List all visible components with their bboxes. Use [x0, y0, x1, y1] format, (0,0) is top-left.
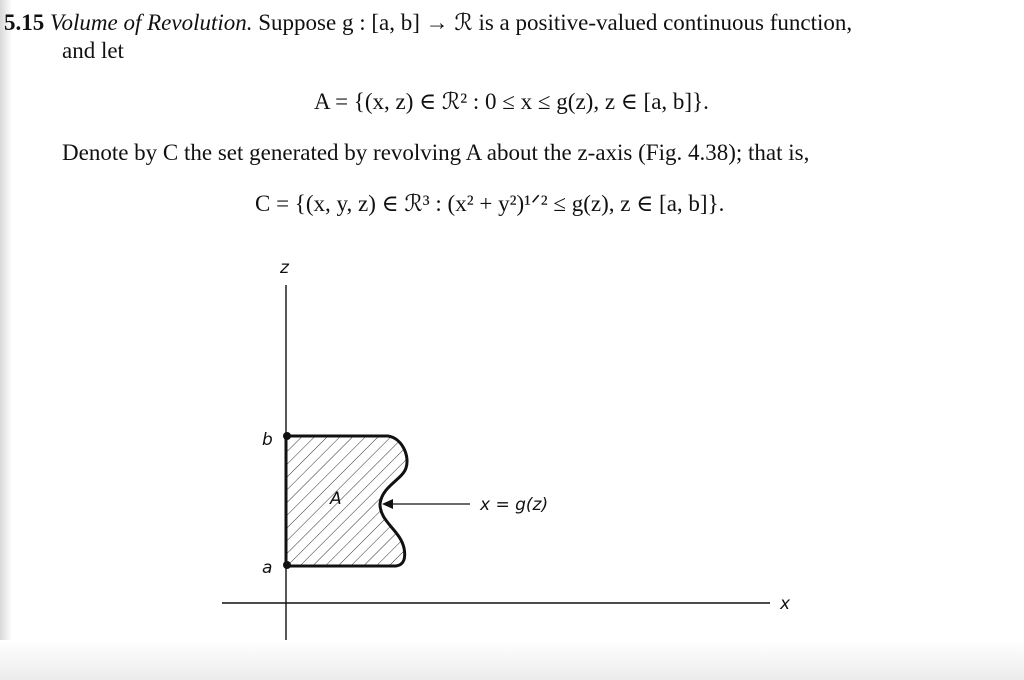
region-label-A: A	[330, 489, 342, 509]
page-bottom-shade	[0, 640, 1024, 680]
point-a	[283, 561, 291, 569]
denote-line: Denote by C the set generated by revolving A about the z-axis (Fig. 4.38); that is,	[62, 140, 810, 165]
problem-intro-continuation: and let	[62, 38, 124, 63]
curve-pointer-arrowhead	[382, 499, 393, 509]
z-axis-label: z	[280, 258, 289, 278]
x-axis-label: x	[780, 594, 791, 614]
problem-intro: Suppose g : [a, b] → ℛ is a positive-valued continuous function,	[258, 10, 853, 35]
equation-A: A = {(x, z) ∈ ℛ² : 0 ≤ x ≤ g(z), z ∈ [a, b]}.	[314, 89, 709, 114]
point-b	[283, 432, 291, 440]
problem-number: 5.15	[4, 10, 45, 35]
tick-label-b: b	[262, 430, 273, 450]
equation-C: C = {(x, y, z) ∈ ℛ³ : (x² + y²)¹ᐟ² ≤ g(z), z ∈ [a, b]}.	[255, 191, 725, 216]
problem-title: Volume of Revolution.	[50, 10, 253, 35]
tick-label-a: a	[262, 558, 273, 578]
curve-label: x = g(z)	[480, 495, 549, 515]
